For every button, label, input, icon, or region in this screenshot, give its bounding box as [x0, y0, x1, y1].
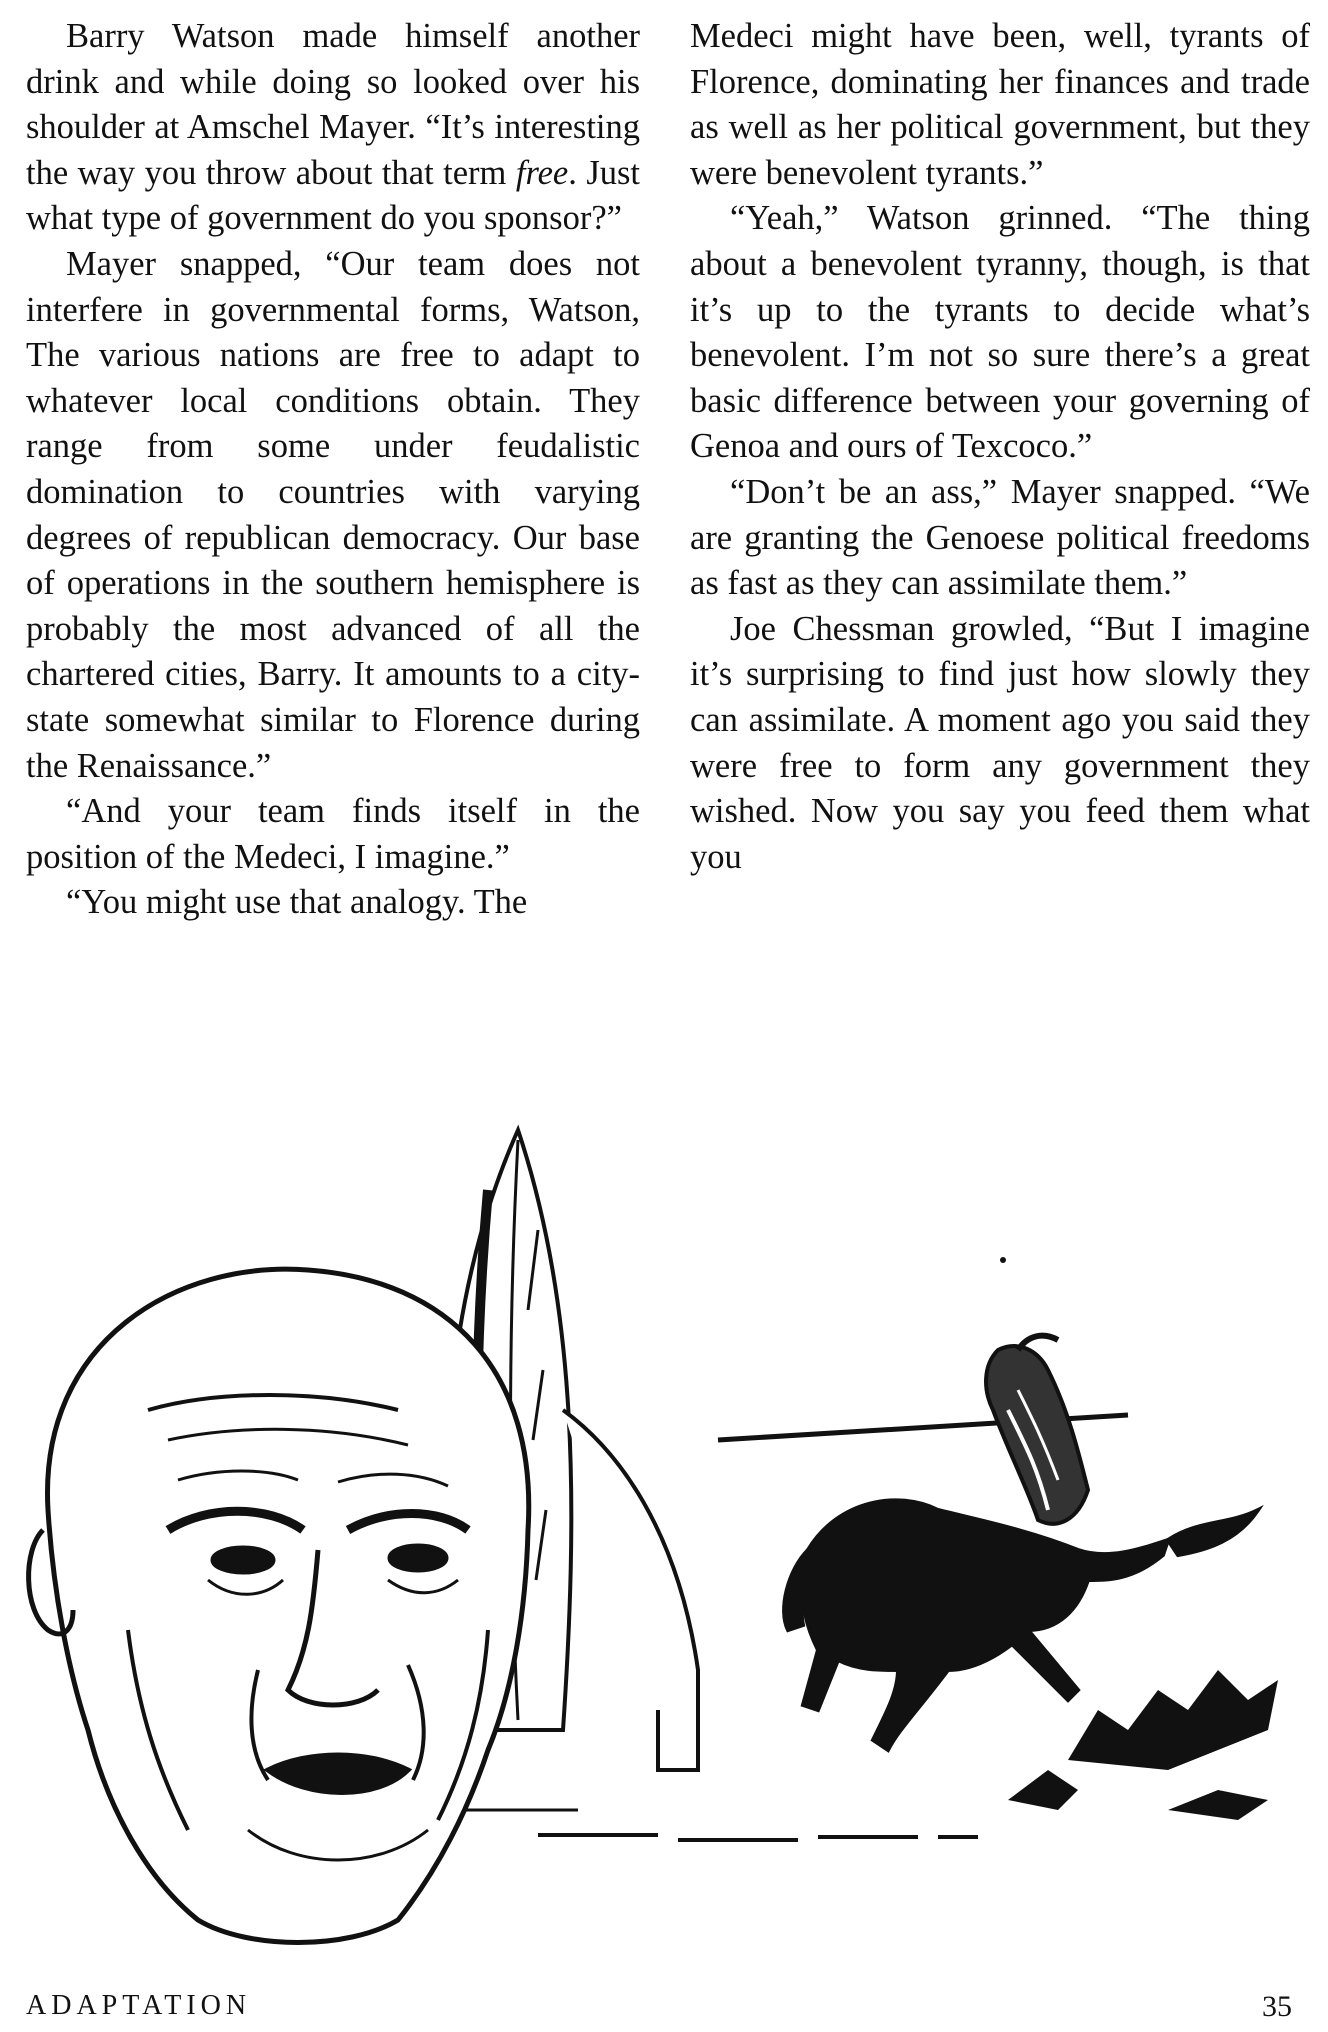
paragraph-right-1: Medeci might have been, well, tyrants of Florence, dominating her finances and trade as well as her political government, but they were benevolent tyrants.” — [690, 17, 1310, 192]
paragraph-right-2: “Yeah,” Watson grinned. “The thing about a benevolent tyranny, though, is that it’s up to the tyrants to decide what’s benevolent. I’m not so sure there’s a great basic difference between your governing of Genoa and ours of Texcoco.” — [690, 199, 1310, 466]
emphasized-word: free — [515, 153, 569, 192]
paragraph-left-1: Barry Watson made himself another drink and while doing so looked over his shoulder at Amschel Mayer. “It’s interesting the way you throw about that term free. Just what type of government do you sponsor?” — [26, 17, 641, 238]
paragraph-right-4: Joe Chessman growled, “But I imagine it’s surprising to find just how slowly they can assimilate. A moment ago you said they were free to form any government they wished. Now you say you feed them what you — [690, 609, 1310, 876]
right-text-column — [690, 14, 1310, 880]
running-title: ADAPTATION — [26, 1990, 252, 2021]
paragraph-left-4: “You might use that analogy. The — [66, 883, 528, 922]
rocky-ground-drawing — [1008, 1670, 1278, 1820]
horse-and-rider-drawing — [784, 1336, 1258, 1750]
sky-speck — [1000, 1257, 1006, 1263]
left-text-column — [26, 14, 640, 926]
page-footer — [26, 1990, 1292, 2030]
story-illustration — [18, 1110, 1310, 1950]
page-number: 35 — [1262, 1990, 1292, 2023]
ground-lines — [538, 1835, 978, 1840]
paragraph-right-3: “Don’t be an ass,” Mayer snapped. “We are granting the Genoese political freedoms as fast as they can assimilate them.” — [690, 472, 1310, 603]
bald-man-head-drawing — [29, 1269, 529, 1942]
paragraph-left-3: “And your team finds itself in the position of the Medeci, I imagine.” — [26, 792, 640, 876]
paragraph-left-2: Mayer snapped, “Our team does not interfere in governmental forms, Watson, The various nations are free to adapt to whatever local conditions obtain. They range from some under feudalistic domination to countries with varying degrees of republican democracy. Our base of operations in the southern hemisphere is probably the most advanced of all the chartered cities, Barry. It amounts to a city-state somewhat similar to Florence during the Renaissance.” — [26, 244, 640, 785]
